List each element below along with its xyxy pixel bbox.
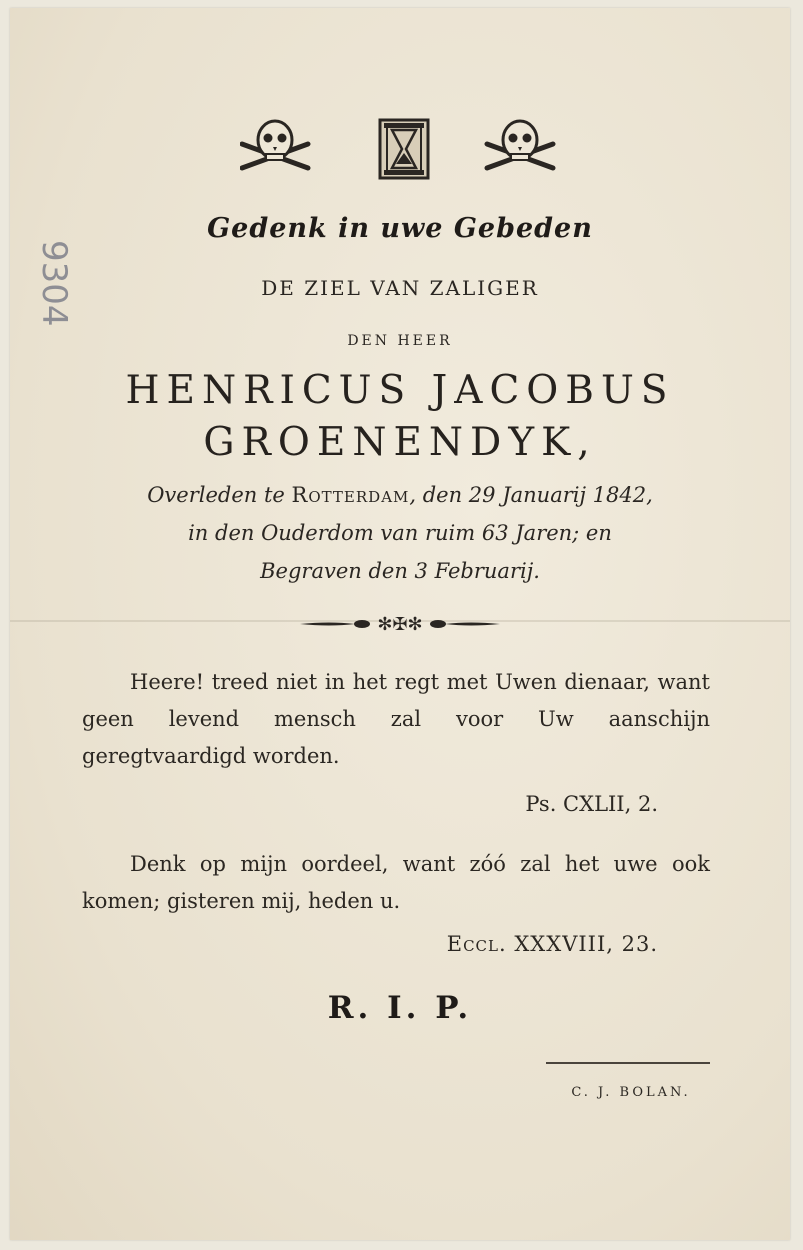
- age-line: in den Ouderdom van ruim 63 Jaren; en: [188, 521, 612, 545]
- hourglass-icon: [380, 120, 428, 178]
- deceased-given-names: HENRICUS JACOBUS: [125, 368, 675, 413]
- skull-crossbones-left-icon: [242, 121, 308, 168]
- printer-rule: [546, 1062, 710, 1064]
- soul-line: DE ZIEL VAN ZALIGER: [261, 276, 539, 300]
- rip-closing: R. I. P.: [327, 990, 473, 1026]
- death-place-date: Overleden te Rotterdam, den 29 Januarij 1842,: [147, 483, 653, 507]
- reference-ecclesiasticus: Eccl. XXXVIII, 23.: [446, 932, 658, 956]
- verse-ecclesiasticus: Denk op mijn oordeel, want zóó zal het uwe ook komen; gisteren mij, heden u.: [82, 852, 710, 913]
- death-details: [10, 476, 790, 590]
- burial-line: Begraven den 3 Februarij.: [260, 559, 540, 583]
- skull-crossbones-right-icon: [487, 121, 553, 168]
- title-line: DEN HEER: [347, 333, 453, 349]
- ornamental-divider-icon: [300, 614, 500, 634]
- handwritten-number: 9304: [34, 240, 74, 327]
- svg-text:✻✠✻: ✻✠✻: [377, 614, 423, 634]
- deceased-surname: GROENENDYK,: [203, 420, 597, 465]
- invocation-heading: Gedenk in uwe Gebeden: [207, 213, 593, 244]
- death-city: Rotterdam: [291, 483, 410, 507]
- ornament-header: [240, 116, 570, 186]
- reference-psalm: Ps. CXLII, 2.: [525, 792, 658, 816]
- printer-name: C. J. BOLAN.: [571, 1085, 691, 1100]
- prayer-card: [10, 8, 790, 1240]
- verse-psalm: Heere! treed niet in het regt met Uwen dienaar, want geen levend mensch zal voor Uw aanschijn geregtvaardigd worden.: [82, 670, 710, 768]
